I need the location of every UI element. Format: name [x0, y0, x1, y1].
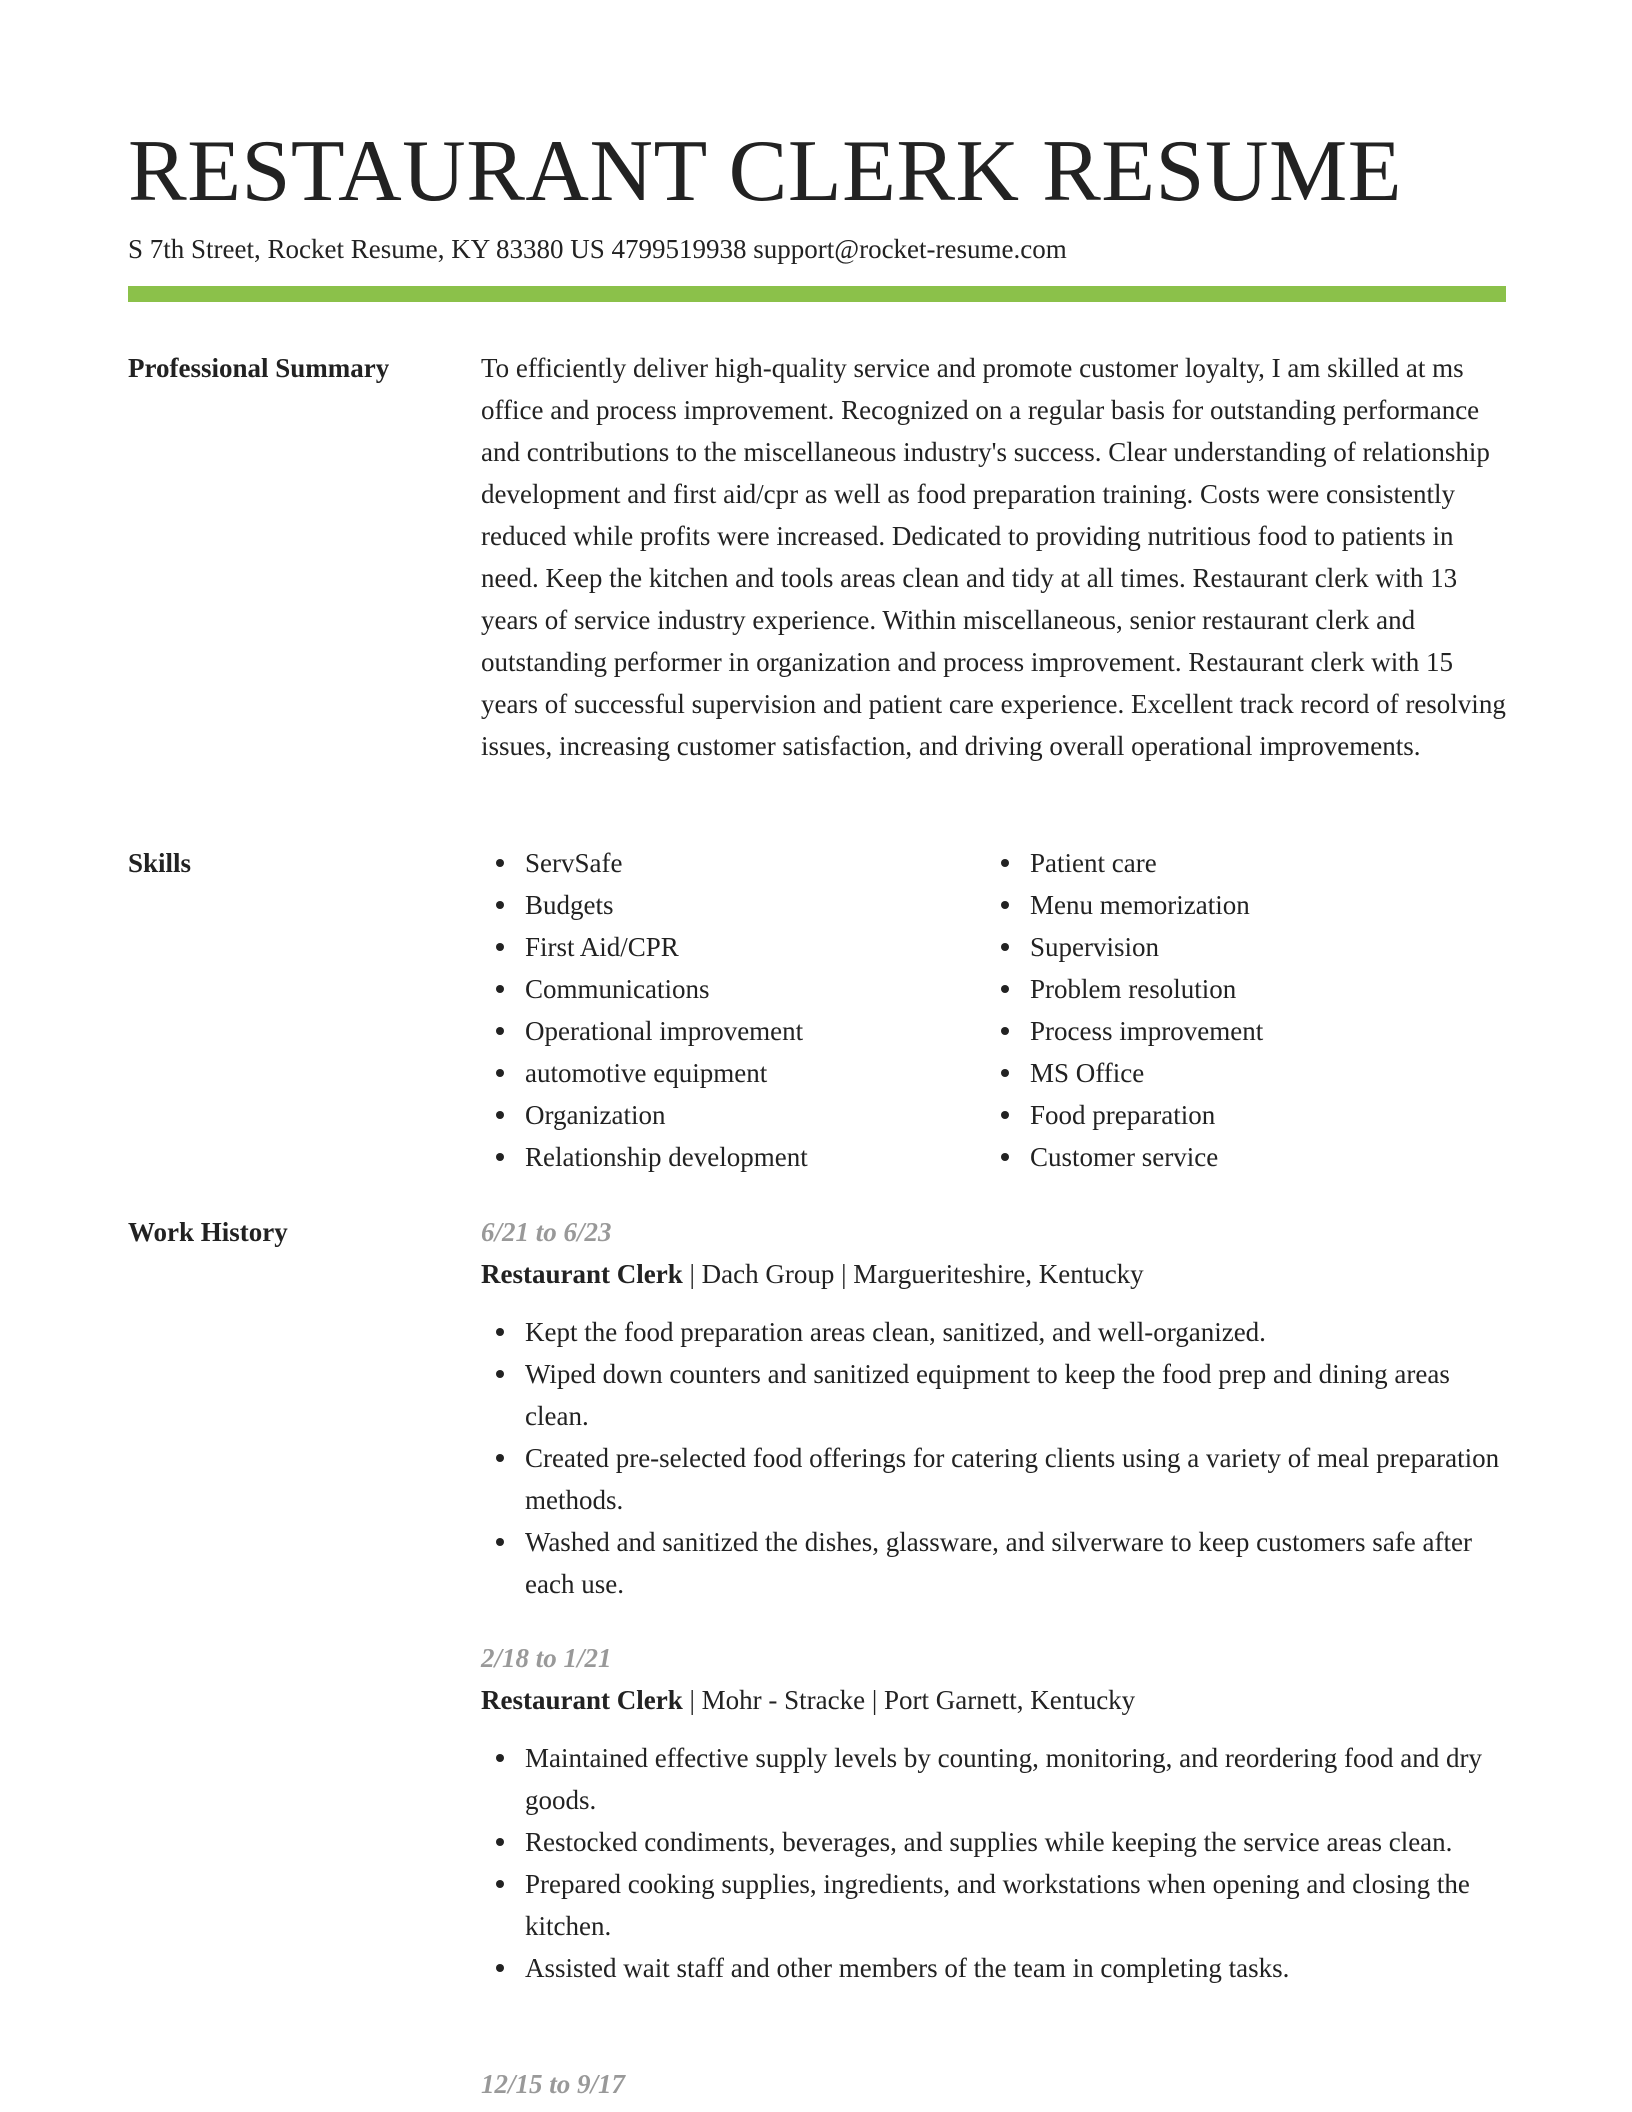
- job-duty: Maintained effective supply levels by counting, monitoring, and reordering food and dry goods.: [481, 1737, 1506, 1821]
- job-duty: Kept the food preparation areas clean, sanitized, and well-organized.: [481, 1311, 1506, 1353]
- skill-item: Budgets: [481, 884, 986, 926]
- skill-item: Process improvement: [986, 1010, 1506, 1052]
- skill-item: Menu memorization: [986, 884, 1506, 926]
- job-duty: Wiped down counters and sanitized equipment to keep the food prep and dining areas clean.: [481, 1353, 1506, 1437]
- skill-item: MS Office: [986, 1052, 1506, 1094]
- skill-item: ServSafe: [481, 842, 986, 884]
- contact-line: S 7th Street, Rocket Resume, KY 83380 US 4799519938 support@rocket-resume.com: [128, 234, 1067, 264]
- job-location: Margueriteshire, Kentucky: [853, 1259, 1144, 1289]
- skill-item: Problem resolution: [986, 968, 1506, 1010]
- skills-list: [481, 842, 1506, 1178]
- job-duty: Created pre-selected food offerings for catering clients using a variety of meal preparation methods.: [481, 1437, 1506, 1521]
- resume-title: RESTAURANT CLERK RESUME: [128, 123, 1403, 220]
- job-title: Restaurant Clerk: [481, 1685, 683, 1715]
- job-duty: Restocked condiments, beverages, and supplies while keeping the service areas clean.: [481, 1821, 1506, 1863]
- job-header: [481, 1679, 1506, 1721]
- job-separator: |: [834, 1259, 854, 1289]
- skill-item: automotive equipment: [481, 1052, 986, 1094]
- job-company: Mohr - Stracke: [701, 1685, 866, 1715]
- job-location: Port Garnett, Kentucky: [884, 1685, 1136, 1715]
- summary-body: [481, 347, 1506, 767]
- job-entry: [481, 1211, 1506, 1605]
- skill-item: Relationship development: [481, 1136, 986, 1178]
- skill-item: Supervision: [986, 926, 1506, 968]
- job-dates: 2/18 to 1/21: [481, 1643, 612, 1673]
- job-duties-list: [481, 1737, 1506, 1989]
- work-history-label: Work History: [128, 1217, 288, 1247]
- skill-item: Operational improvement: [481, 1010, 986, 1052]
- job-entry: [481, 1637, 1506, 1989]
- summary-text: To efficiently deliver high-quality service and promote customer loyalty, I am skilled at ms office and process improvement. Recognized on a regular basis for outstanding performance and contributions to the miscellaneous industry's success. Clear understanding of relationship development and first aid/cpr as well as food preparation training. Costs were consistently reduced while profits were increased. Dedicated to providing nutritious food to patients in need. Keep the kitchen and tools areas clean and tidy at all times. Restaurant clerk with 13 years of service industry experience. Within miscellaneous, senior restaurant clerk and outstanding performer in organization and process improvement. Restaurant clerk with 15 years of successful supervision and patient care experience. Excellent track record of resolving issues, increasing customer satisfaction, and driving overall operational improvements.: [481, 353, 1506, 761]
- job-header: [481, 1253, 1506, 1295]
- job-dates: 12/15 to 9/17: [481, 2069, 626, 2099]
- job-separator: |: [682, 1259, 702, 1289]
- job-dates: 6/21 to 6/23: [481, 1217, 612, 1247]
- job-duties-list: [481, 1311, 1506, 1605]
- skills-label: Skills: [128, 848, 192, 878]
- skill-item: Patient care: [986, 842, 1506, 884]
- accent-divider: [128, 286, 1506, 302]
- job-entry: [481, 2063, 1506, 2105]
- job-duty: Assisted wait staff and other members of the team in completing tasks.: [481, 1947, 1506, 1989]
- skills-body: [481, 842, 1506, 1178]
- skill-item: First Aid/CPR: [481, 926, 986, 968]
- job-duty: Washed and sanitized the dishes, glassware, and silverware to keep customers safe after each use.: [481, 1521, 1506, 1605]
- job-title: Restaurant Clerk: [481, 1259, 683, 1289]
- job-separator: |: [865, 1685, 884, 1715]
- summary-label: Professional Summary: [128, 353, 390, 383]
- skill-item: Food preparation: [986, 1094, 1506, 1136]
- job-separator: |: [682, 1685, 702, 1715]
- job-company: Dach Group: [701, 1259, 835, 1289]
- skill-item: Communications: [481, 968, 986, 1010]
- skill-item: Organization: [481, 1094, 986, 1136]
- job-duty: Prepared cooking supplies, ingredients, and workstations when opening and closing the kitchen.: [481, 1863, 1506, 1947]
- skill-item: Customer service: [986, 1136, 1506, 1178]
